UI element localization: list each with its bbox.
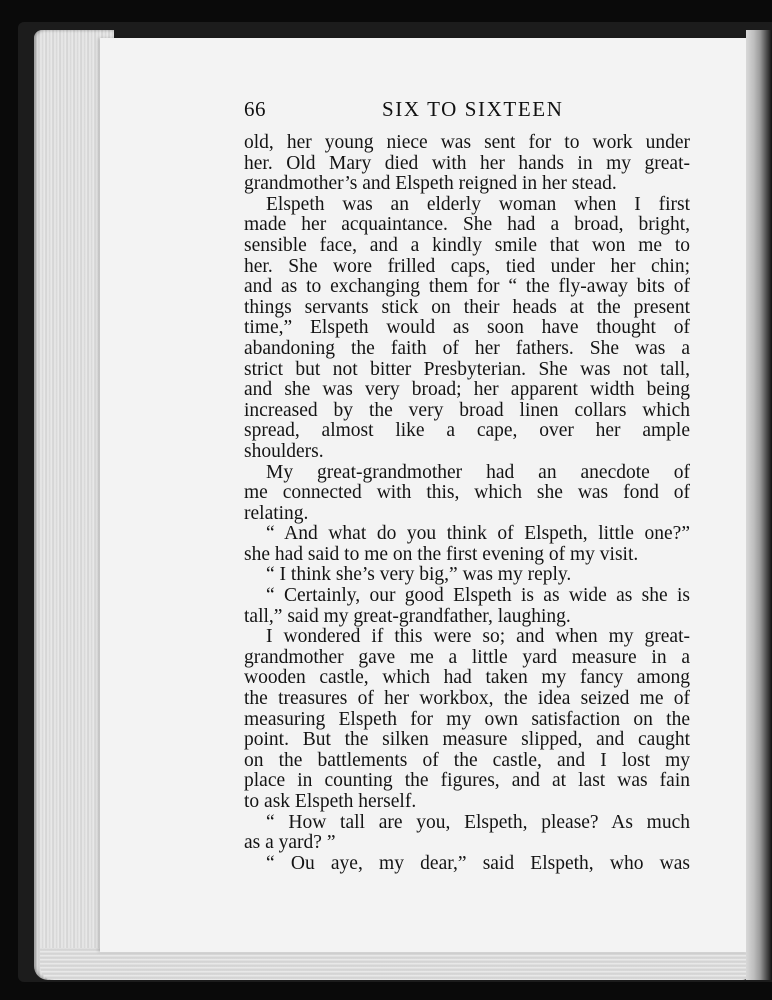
- text-line: “ I think she’s very big,” was my reply.: [266, 564, 572, 586]
- text-line: Elspeth was an elderly woman when I first: [266, 193, 690, 215]
- text-line: “ And what do you think of Elspeth, little one?”: [266, 523, 690, 545]
- text-line: time,” Elspeth would as soon have thought of: [244, 317, 690, 339]
- text-line: tall,” said my great-grandfather, laughing.: [244, 605, 571, 627]
- text-line: me connected with this, which she was fond of: [244, 482, 690, 504]
- text-line: My great-grandmother had an anecdote of: [266, 461, 690, 483]
- text-line: as a yard? ”: [244, 832, 336, 854]
- text-line: abandoning the faith of her fathers. She was a: [244, 337, 690, 359]
- text-line: shoulders.: [244, 440, 324, 462]
- page-bottom-edges: [40, 948, 752, 980]
- text-line: increased by the very broad linen collars which: [244, 399, 690, 421]
- book-gutter: [746, 30, 772, 980]
- text-line: she had said to me on the first evening of my visit.: [244, 543, 639, 565]
- text-line: spread, almost like a cape, over her ample: [244, 420, 690, 442]
- text-line: the treasures of her workbox, the idea seized me of: [244, 688, 690, 710]
- text-line: “ Certainly, our good Elspeth is as wide as she is: [266, 585, 690, 607]
- page-header: [244, 97, 690, 125]
- text-line: her. Old Mary died with her hands in my great-: [244, 152, 690, 174]
- text-line: “ Ou aye, my dear,” said Elspeth, who was: [266, 852, 690, 874]
- running-head: SIX TO SIXTEEN: [382, 97, 564, 121]
- text-line: I wondered if this were so; and when my great-: [266, 626, 690, 648]
- text-line: things servants stick on their heads at the present: [244, 296, 690, 318]
- text-line: relating.: [244, 502, 309, 524]
- text-line: made her acquaintance. She had a broad, bright,: [244, 214, 690, 236]
- text-line: and she was very broad; her apparent width being: [244, 379, 690, 401]
- text-line: strict but not bitter Presbyterian. She was not tall,: [244, 358, 690, 380]
- text-line: to ask Elspeth herself.: [244, 791, 417, 812]
- text-line: and as to exchanging them for “ the fly-away bits of: [244, 276, 690, 298]
- text-line: grandmother gave me a little yard measure in a: [244, 646, 690, 668]
- text-line: old, her young niece was sent for to work under: [244, 132, 690, 153]
- text-line: her. She wore frilled caps, tied under her chin;: [244, 255, 690, 277]
- text-line: place in counting the figures, and at last was fain: [244, 770, 690, 792]
- text-line: wooden castle, which had taken my fancy among: [244, 667, 690, 689]
- text-line: sensible face, and a kindly smile that won me to: [244, 234, 690, 256]
- page-number: 66: [244, 97, 266, 121]
- text-line: on the battlements of the castle, and I lost my: [244, 749, 690, 771]
- text-line: point. But the silken measure slipped, and caught: [244, 729, 690, 751]
- text-line: measuring Elspeth for my own satisfaction on the: [244, 708, 690, 730]
- text-line: grandmother’s and Elspeth reigned in her stead.: [244, 173, 617, 195]
- body-text: [244, 133, 690, 874]
- text-line: “ How tall are you, Elspeth, please? As much: [266, 811, 690, 833]
